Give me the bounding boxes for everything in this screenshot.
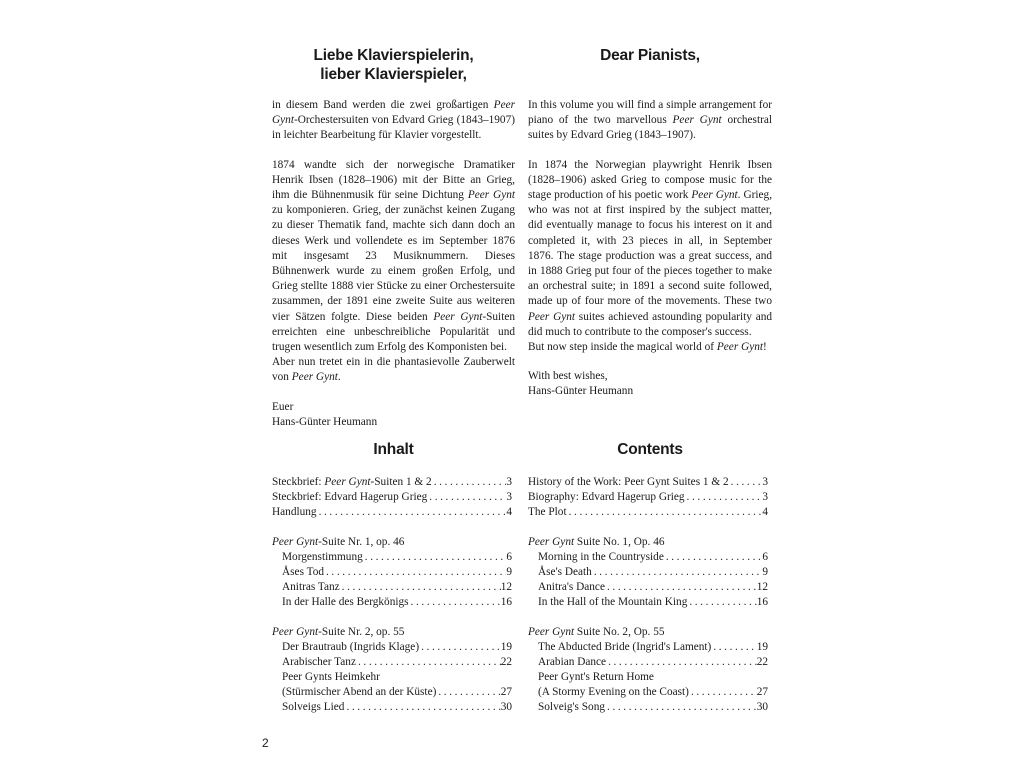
toc-page-number: 3 [506, 491, 512, 504]
english-signature: Hans-Günter Heumann [528, 385, 634, 398]
toc-en-entry: Solveig's Song ..... 30 [528, 700, 768, 715]
english-preface [528, 98, 772, 400]
toc-de [272, 475, 512, 716]
german-heading [272, 46, 515, 84]
toc-en-entry: (A Stormy Evening on the Coast) ..... 27 [528, 685, 768, 700]
toc-de-entry: Handlung ..... 4 [272, 505, 512, 520]
toc-en-entry: Morning in the Countryside ..... 6 [528, 550, 768, 565]
toc-de-entry: Anitras Tanz ..... 12 [272, 580, 512, 595]
toc-de-entry-line: Peer Gynts Heimkehr [282, 671, 380, 684]
toc-en-entry: Arabian Dance ..... 22 [528, 655, 768, 670]
toc-en-suite2-title: Peer Gynt Suite No. 2, Op. 55 [528, 625, 665, 638]
toc-en-entry: Anitra's Dance ..... 12 [528, 580, 768, 595]
toc-de-heading: Inhalt [373, 441, 414, 458]
german-heading-line1: Liebe Klavierspielerin, [313, 47, 474, 64]
german-paragraph-3: Aber nun tretet ein in die phantasievolle Zauberwelt von Peer Gynt. [272, 356, 515, 384]
toc-de-entry: Arabischer Tanz ..... 22 [272, 655, 512, 670]
toc-de-entry: Morgenstimmung ..... 6 [272, 550, 512, 565]
english-paragraph-1: In this volume you will find a simple arrangement for piano of the two marvellous Peer Gynt orchestral suites by Edvard Grieg (1843–1907). [528, 99, 772, 142]
toc-de-entry: Steckbrief: Peer Gynt-Suiten 1 & 2 ..... 3 [272, 475, 512, 490]
toc-en-entry: History of the Work: Peer Gynt Suites 1 & 2 ..... 3 [528, 475, 768, 490]
toc-en-entry: Åse's Death ..... 9 [528, 565, 768, 580]
german-paragraph-1: in diesem Band werden die zwei großartigen Peer Gynt-Orchestersuiten von Edvard Grieg (1843–1907) in leichter Bearbeitung für Klavier vorgestellt. [272, 99, 515, 142]
toc-de-suite1-title: Peer Gynt-Suite Nr. 1, op. 46 [272, 535, 405, 548]
toc-de-entry: Solveigs Lied ..... 30 [272, 700, 512, 715]
toc-en [528, 475, 768, 716]
german-closing: Euer [272, 400, 294, 413]
toc-de-suite2-title: Peer Gynt-Suite Nr. 2, op. 55 [272, 625, 405, 638]
english-paragraph-2: In 1874 the Norwegian playwright Henrik Ibsen (1828–1906) asked Grieg to compose music for the stage production of his poetic work Peer Gynt. Grieg, who was not at first inspired by the subject matter, did eventually manage to focus his interest on it and completed it, with 23 pieces in all, in September 1876. The stage production was a great success, and in 1888 Grieg put four of the pieces together to make an orchestral suite; in 1891 a second suite followed, made up of four more of the movements. These two Peer Gynt suites achieved astounding popularity and did much to contribute to the composer's success. [528, 158, 773, 338]
toc-en-heading: Contents [617, 441, 683, 458]
toc-en-entry-line: Peer Gynt's Return Home [538, 671, 654, 684]
german-paragraph-2: 1874 wandte sich der norwegische Dramatiker Henrik Ibsen (1828–1906) mit der Bitte an Grieg, ihm die Bühnenmusik für seine Dichtung Peer Gynt zu komponieren. Grieg, der zunächst keinen Zugang zu dieser Thematik fand, machte sich dann doch an dieses Werk und vollendete es im September 1876 mit insgesamt 23 Musiknummern. Dieses Bühnenwerk wurde zu einem großen Erfolg, und Grieg stellte 1888 vier Stücke zu einer Orchestersuite zusammen, der 1891 eine zweite Suite aus weiteren vier Sätzen folgte. Diese beiden Peer Gynt-Suiten erreichten eine unbeschreibliche Popularität und trugen wesentlich zum Erfolg des Komponisten bei. [272, 158, 516, 354]
toc-de-entry: Steckbrief: Edvard Hagerup Grieg ..... 3 [272, 490, 512, 505]
toc-en-entry: The Plot ..... 4 [528, 505, 768, 520]
toc-de-entry: Åses Tod ..... 9 [272, 565, 512, 580]
english-paragraph-3: But now step inside the magical world of Peer Gynt! [528, 341, 767, 354]
german-heading-line2: lieber Klavierspieler, [320, 66, 467, 83]
german-preface [272, 98, 515, 430]
toc-page-number: 3 [506, 476, 512, 488]
toc-de-entry: In der Halle des Bergkönigs ..... 16 [272, 595, 512, 610]
english-heading: Dear Pianists, [600, 47, 700, 64]
english-closing: With best wishes, [528, 370, 608, 383]
toc-de-entry: Der Brautraub (Ingrids Klage) ..... 19 [272, 640, 512, 655]
toc-en-entry: The Abducted Bride (Ingrid's Lament) ..... 19 [528, 640, 768, 655]
toc-en-suite1-title: Peer Gynt Suite No. 1, Op. 46 [528, 535, 665, 548]
page-number: 2 [262, 736, 269, 750]
toc-en-entry: In the Hall of the Mountain King ..... 16 [528, 595, 768, 610]
german-signature: Hans-Günter Heumann [272, 415, 378, 428]
toc-page-number: 4 [506, 506, 512, 519]
toc-en-entry: Biography: Edvard Hagerup Grieg ..... 3 [528, 490, 768, 505]
toc-de-entry: (Stürmischer Abend an der Küste) ..... 27 [272, 685, 512, 700]
